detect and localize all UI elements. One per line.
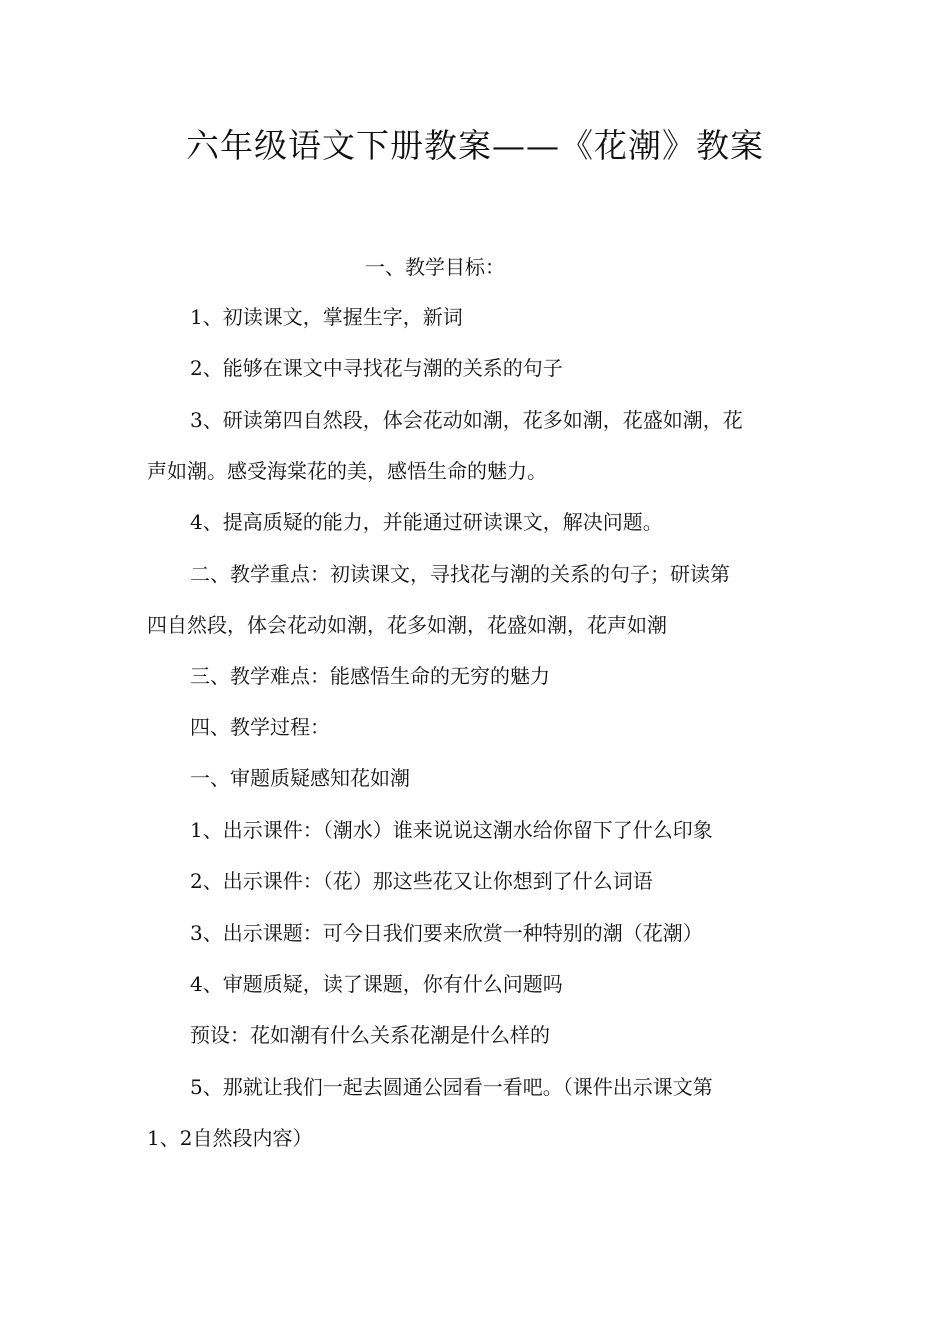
subsection-heading: 一、审题质疑感知花如潮 [190,766,410,790]
paragraph-line: 2、出示课件：（花）那这些花又让你想到了什么词语 [190,869,653,893]
paragraph-line: 2、能够在课文中寻找花与潮的关系的句子 [190,356,563,380]
paragraph-line: 1、初读课文，掌握生字，新词 [190,305,463,329]
section-heading-difficulties: 三、教学难点：能感悟生命的无穷的魅力 [190,664,550,688]
paragraph-line: 3、研读第四自然段，体会花动如潮，花多如潮，花盛如潮，花 [190,408,743,432]
paragraph-line: 5、那就让我们一起去圆通公园看一看吧。（课件出示课文第 [190,1075,713,1099]
paragraph-line: 4、审题质疑，读了课题，你有什么问题吗 [190,972,563,996]
paragraph-line: 4、提高质疑的能力，并能通过研读课文，解决问题。 [190,510,663,534]
paragraph-line: 声如潮。感受海棠花的美，感悟生命的魅力。 [147,459,547,483]
paragraph-line: 1、出示课件：（潮水）谁来说说这潮水给你留下了什么印象 [190,818,713,842]
paragraph-line: 四自然段，体会花动如潮，花多如潮，花盛如潮，花声如潮 [147,613,667,637]
section-heading-objectives: 一、教学目标： [365,255,505,279]
section-heading-key-points: 二、教学重点：初读课文，寻找花与潮的关系的句子；研读第 [190,562,730,586]
paragraph-line: 3、出示课题：可今日我们要来欣赏一种特别的潮（花潮） [190,921,703,945]
section-heading-process: 四、教学过程： [190,715,330,739]
paragraph-line: 预设：花如潮有什么关系花潮是什么样的 [190,1023,550,1047]
document-title: 六年级语文下册教案——《花潮》教案 [186,126,764,165]
paragraph-line: 1、2自然段内容） [147,1126,313,1150]
